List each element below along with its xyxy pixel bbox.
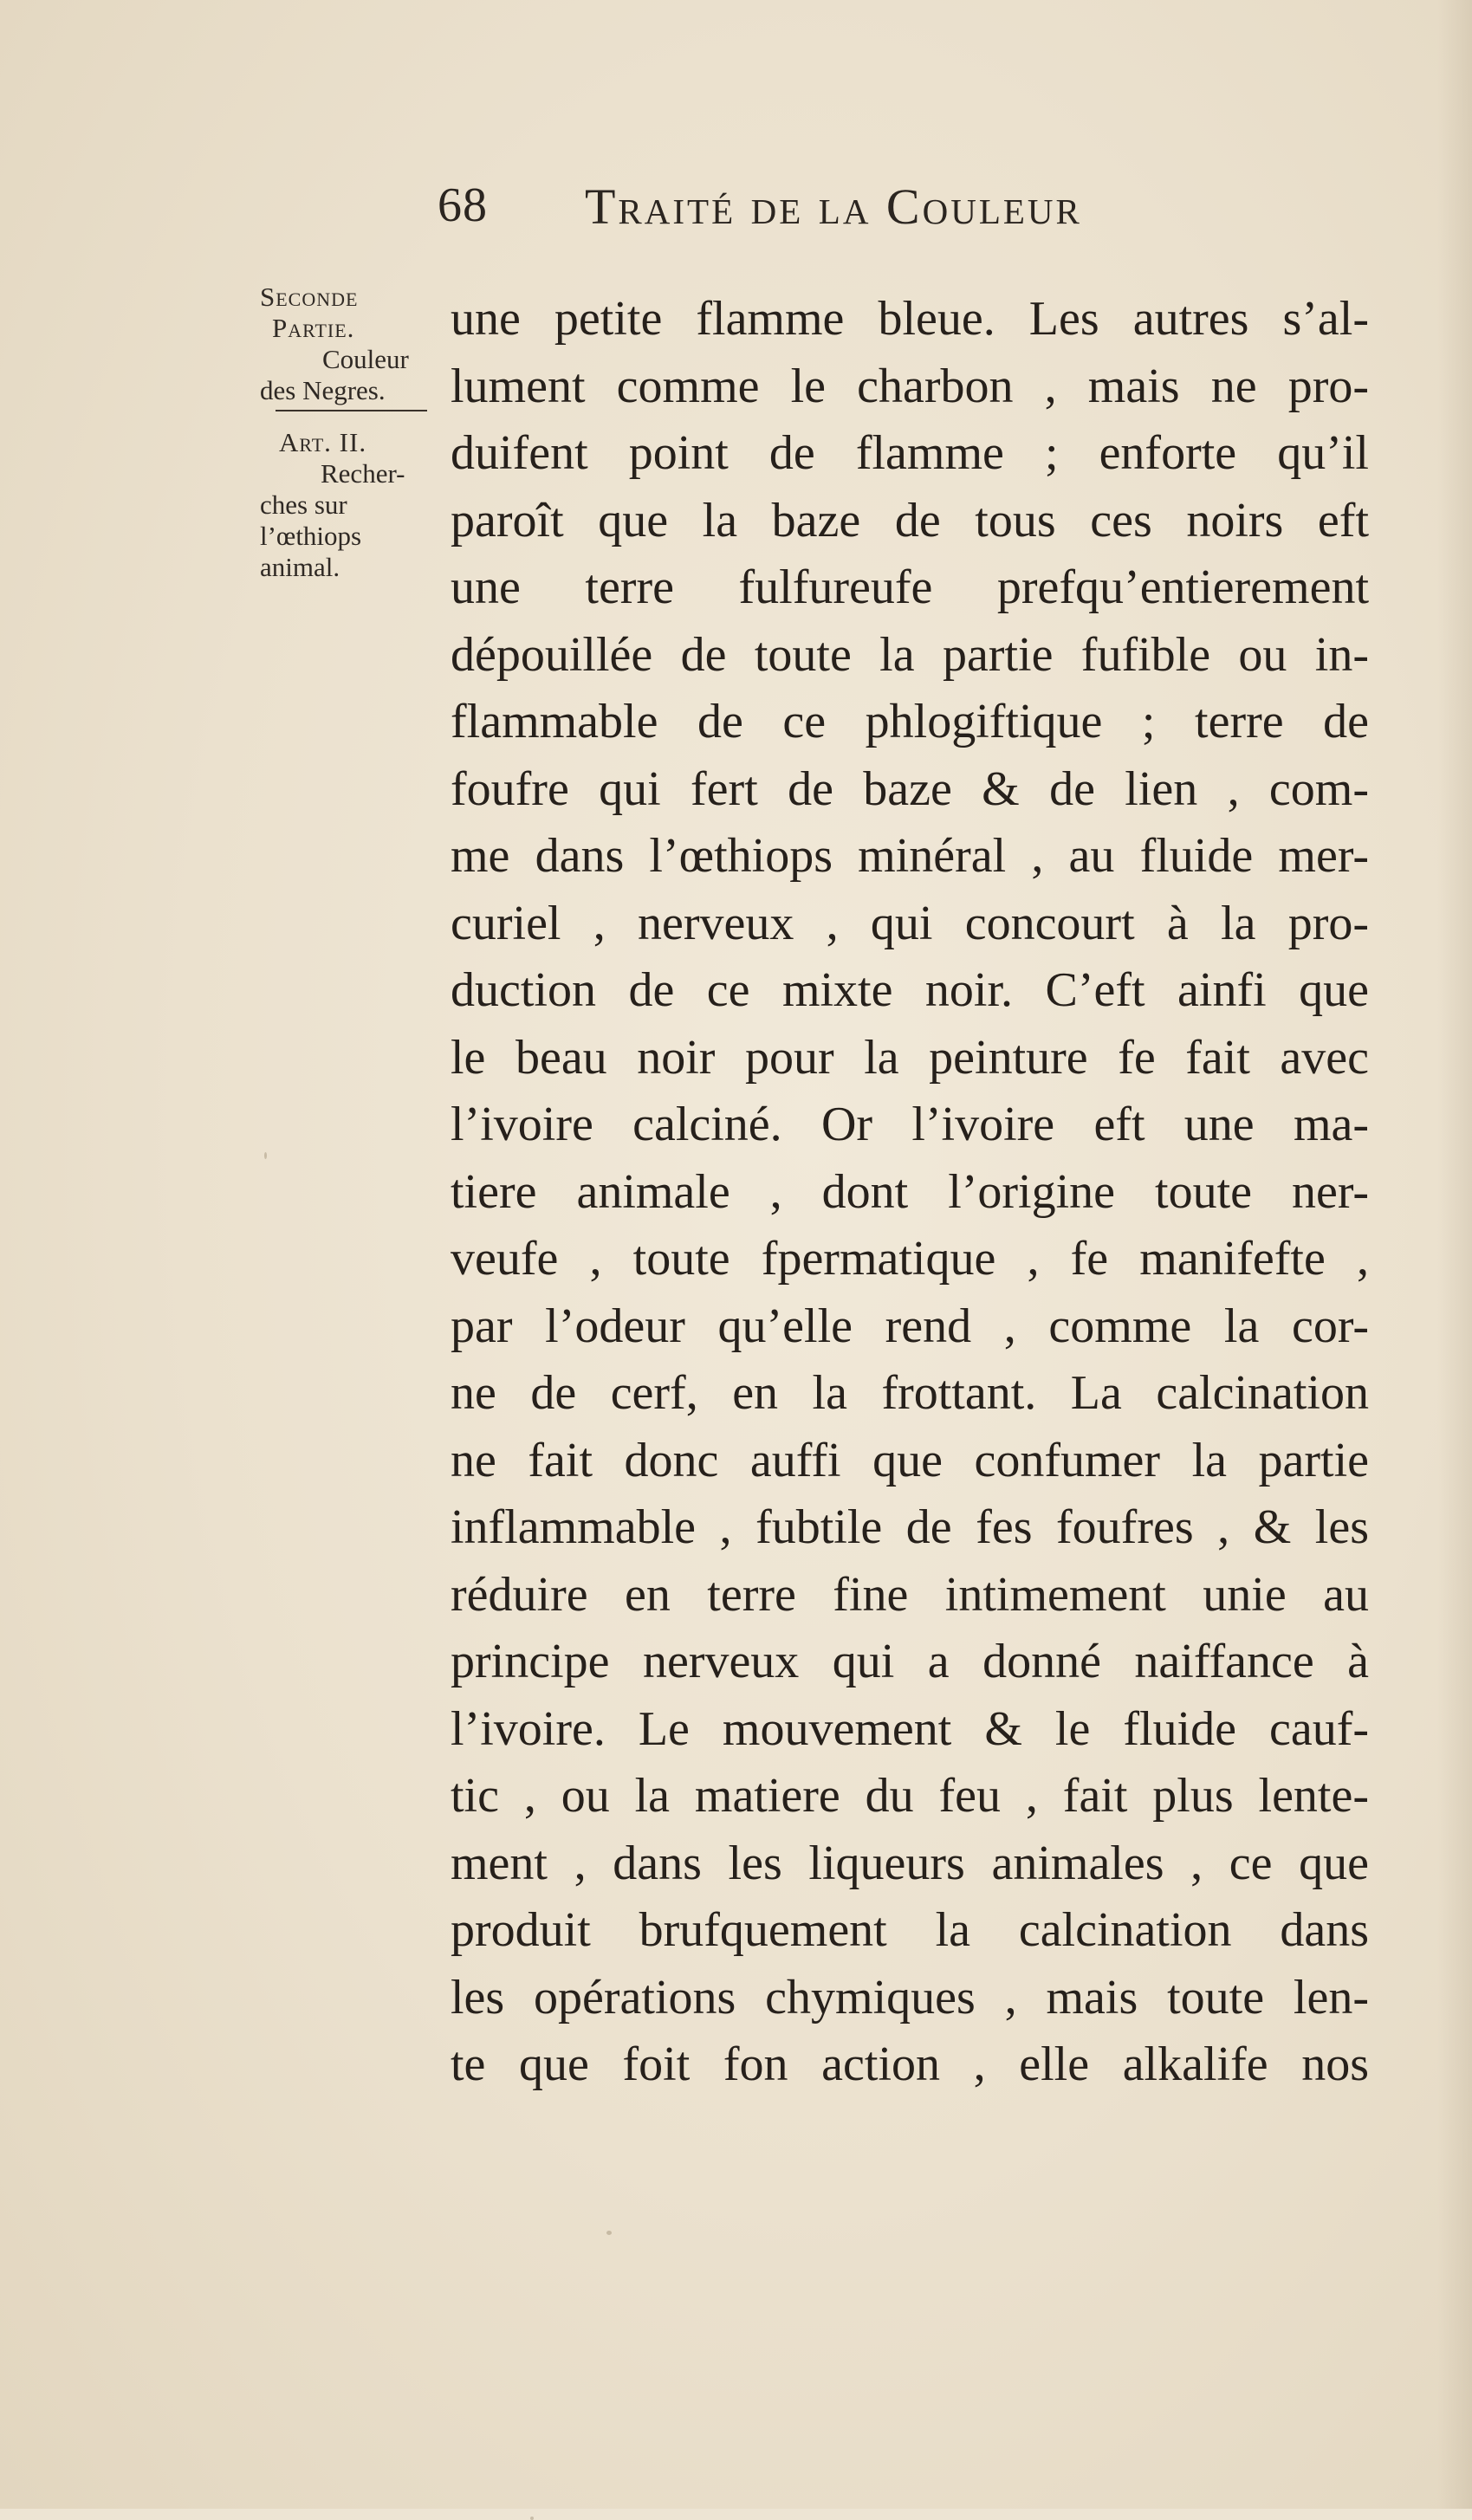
text-line: ment , dans les liqueurs animales , ce que <box>451 1836 1369 1890</box>
body-text <box>451 286 1369 2099</box>
margin-note-section: Seconde <box>260 282 359 312</box>
margin-note-ches-sur: ches sur <box>260 489 347 520</box>
text-line: l’ivoire calciné. Or l’ivoire eft une ma- <box>451 1098 1369 1151</box>
text-line: une petite flamme bleue. Les autres s’al- <box>451 292 1369 346</box>
paper-speck <box>606 2231 612 2235</box>
margin-note-couleur: Couleur <box>322 344 409 374</box>
running-title: Traité de la Couleur <box>585 178 1082 235</box>
text-line: paroît que la baze de tous ces noirs eft <box>451 493 1369 547</box>
text-line: lument comme le charbon , mais ne pro- <box>451 359 1369 413</box>
running-header <box>438 178 1408 247</box>
text-line: te que foit fon action , elle alkalife nos <box>451 2037 1369 2091</box>
text-line: ne de cerf, en la frottant. La calcination <box>451 1366 1369 1420</box>
text-line: produit brufquement la calcination dans <box>451 1903 1369 1957</box>
text-line: duifent point de flamme ; enforte qu’il <box>451 426 1369 480</box>
margin-rule-divider <box>276 410 427 411</box>
page-edge-shadow <box>1437 0 1472 2509</box>
text-line: tic , ou la matiere du feu , fait plus lente- <box>451 1769 1369 1823</box>
text-line: dépouillée de toute la partie fufible ou in- <box>451 627 1369 682</box>
text-line: une terre fulfureufe prefqu’entierement <box>451 560 1369 614</box>
page-number: 68 <box>438 178 488 232</box>
paper-speck <box>264 1152 267 1159</box>
text-line: me dans l’œthiops minéral , au fluide mer- <box>451 829 1369 883</box>
text-line: les opérations chymiques , mais toute len- <box>451 1970 1369 2024</box>
margin-note-animal: animal. <box>260 552 340 582</box>
marginal-notes <box>260 282 451 583</box>
margin-note-article: Art. II. <box>279 427 367 457</box>
text-line: tiere animale , dont l’origine toute ner- <box>451 1164 1369 1219</box>
text-line: duction de ce mixte noir. C’eft ainfi que <box>451 963 1369 1017</box>
text-line: par l’odeur qu’elle rend , comme la cor- <box>451 1299 1369 1353</box>
text-line: ne fait donc auffi que confumer la partie <box>451 1433 1369 1487</box>
text-line: foufre qui fert de baze & de lien , com- <box>451 761 1369 816</box>
text-line: l’ivoire. Le mouvement & le fluide cauf- <box>451 1701 1369 1756</box>
margin-note-negres: des Negres. <box>260 375 386 405</box>
margin-note-oethiops: l’œthiops <box>260 521 362 551</box>
paper-speck <box>530 2517 534 2520</box>
margin-note-part: Partie. <box>272 313 355 343</box>
text-line: inflammable , fubtile de fes foufres , & les <box>451 1500 1369 1554</box>
text-line: principe nerveux qui a donné naiffance à <box>451 1635 1369 1688</box>
margin-note-recherches: Recher- <box>321 458 405 489</box>
text-line: le beau noir pour la peinture fe fait avec <box>451 1030 1369 1085</box>
text-line: flammable de ce phlogiftique ; terre de <box>451 695 1369 748</box>
text-line: curiel , nerveux , qui concourt à la pro- <box>451 896 1369 950</box>
text-line: réduire en terre fine intimement unie au <box>451 1567 1369 1622</box>
text-line: veufe , toute fpermatique , fe manifefte , <box>451 1232 1369 1286</box>
